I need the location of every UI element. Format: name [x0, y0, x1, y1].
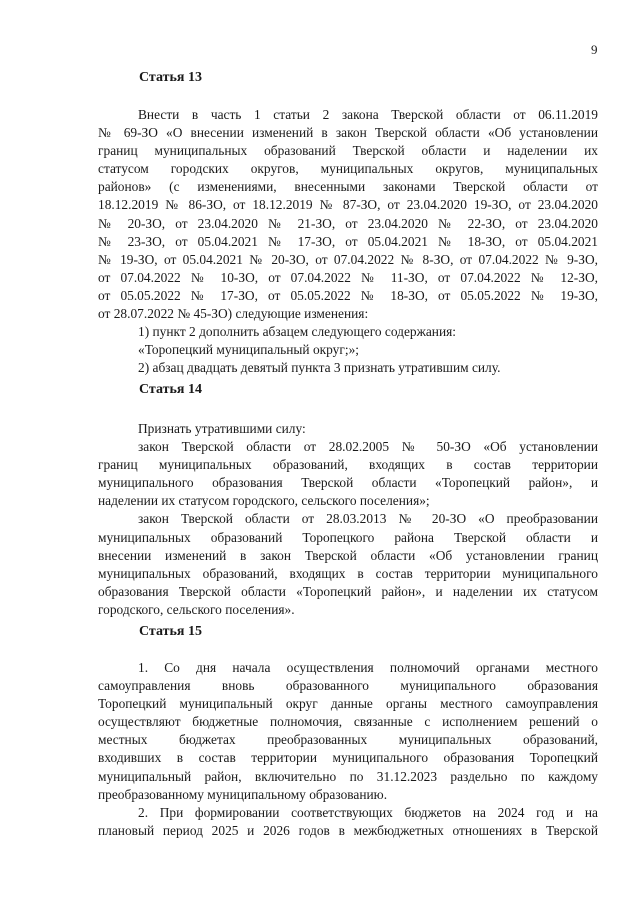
- text-line: 18.12.2019 № 86-ЗО, от 18.12.2019 № 87-ЗО, от 23.04.2020 19-ЗО, от 23.04.2020: [98, 197, 598, 213]
- text-line: границ муниципальных образований, входящих в состав территории: [98, 457, 598, 473]
- text-line: муниципального образования Тверской области «Торопецкий район», и: [98, 475, 598, 491]
- text-line: муниципальных образований Торопецкого района Тверской области и: [98, 529, 598, 545]
- text-line: районов» (с изменениями, внесенными законами Тверской области от: [98, 179, 598, 195]
- article-14-title: Статья 14: [139, 382, 202, 397]
- text-line: самоуправления вновь образованного муниципального образования: [98, 678, 598, 694]
- text-line: Торопецкий муниципальный округ данные органы местного самоуправления: [98, 696, 598, 712]
- text-line: 2. При формировании соответствующих бюджетов на 2024 год и на: [138, 804, 598, 820]
- text-line: № 19-ЗО, от 05.04.2021 № 20-ЗО, от 07.04.2022 № 8-ЗО, от 07.04.2022 № 9-ЗО,: [98, 251, 598, 267]
- article-15-body: [98, 659, 598, 840]
- text-line: муниципальный район, включительно по 31.12.2023 раздельно по каждому: [98, 768, 598, 784]
- text-line: статусом городских округов, муниципальных округов, муниципальных: [98, 161, 598, 177]
- text-line: от 05.05.2022 № 17-ЗО, от 05.05.2022 № 18-ЗО, от 05.05.2022 № 19-ЗО,: [98, 287, 598, 303]
- text-line: от 28.07.2022 № 45-ЗО) следующие изменения:: [98, 306, 369, 322]
- article-13-body: [98, 106, 598, 377]
- text-line: Признать утратившими силу:: [138, 421, 306, 436]
- article-15-title: Статья 15: [139, 624, 202, 639]
- text-line: 1) пункт 2 дополнить абзацем следующего содержания:: [138, 324, 457, 340]
- text-line: закон Тверской области от 28.03.2013 № 20-ЗО «О преобразовании: [138, 511, 598, 527]
- text-line: плановый период 2025 и 2026 годов в межбюджетных отношениях в Тверской: [98, 822, 598, 838]
- text-line: преобразованному муниципальному образованию.: [98, 786, 388, 802]
- text-line: местных бюджетах преобразованных муниципальных образований,: [98, 732, 598, 748]
- text-line: 2) абзац двадцать девятый пункта 3 признать утратившим силу.: [138, 360, 501, 376]
- text-line: № 20-ЗО, от 23.04.2020 № 21-ЗО, от 23.04.2020 № 22-ЗО, от 23.04.2020: [98, 215, 598, 231]
- text-line: Внести в часть 1 статьи 2 закона Тверской области от 06.11.2019: [138, 107, 598, 122]
- text-line: «Торопецкий муниципальный округ;»;: [138, 342, 359, 358]
- text-line: городского, сельского поселения».: [98, 601, 295, 617]
- text-line: входивших в состав территории муниципального образования Торопецкий: [98, 750, 598, 766]
- text-line: № 23-ЗО, от 05.04.2021 № 17-ЗО, от 05.04.2021 № 18-ЗО, от 05.04.2021: [98, 233, 598, 249]
- text-line: осуществляют бюджетные полномочия, связанные с исполнением решений о: [98, 714, 598, 730]
- text-line: внесении изменений в закон Тверской области «Об установлении границ: [98, 547, 598, 563]
- text-line: от 07.04.2022 № 10-ЗО, от 07.04.2022 № 11-ЗО, от 07.04.2022 № 12-ЗО,: [98, 269, 598, 285]
- article-13-title: Статья 13: [139, 70, 202, 85]
- text-line: наделении их статусом городского, сельского поселения»;: [98, 493, 430, 509]
- text-line: 1. Со дня начала осуществления полномочий органами местного: [138, 660, 598, 675]
- article-14-body: [98, 420, 598, 619]
- text-line: муниципальных образований, входящих в состав территории муниципального: [98, 565, 598, 581]
- text-line: № 69-ЗО «О внесении изменений в закон Тверской области «Об установлении: [98, 125, 598, 141]
- text-line: закон Тверской области от 28.02.2005 № 50-ЗО «Об установлении: [138, 439, 598, 455]
- text-line: образования Тверской области «Торопецкий район», и наделении их статусом: [98, 583, 598, 599]
- text-line: границ муниципальных образований Тверской области и наделении их: [98, 143, 598, 159]
- page-number: 9: [591, 42, 598, 57]
